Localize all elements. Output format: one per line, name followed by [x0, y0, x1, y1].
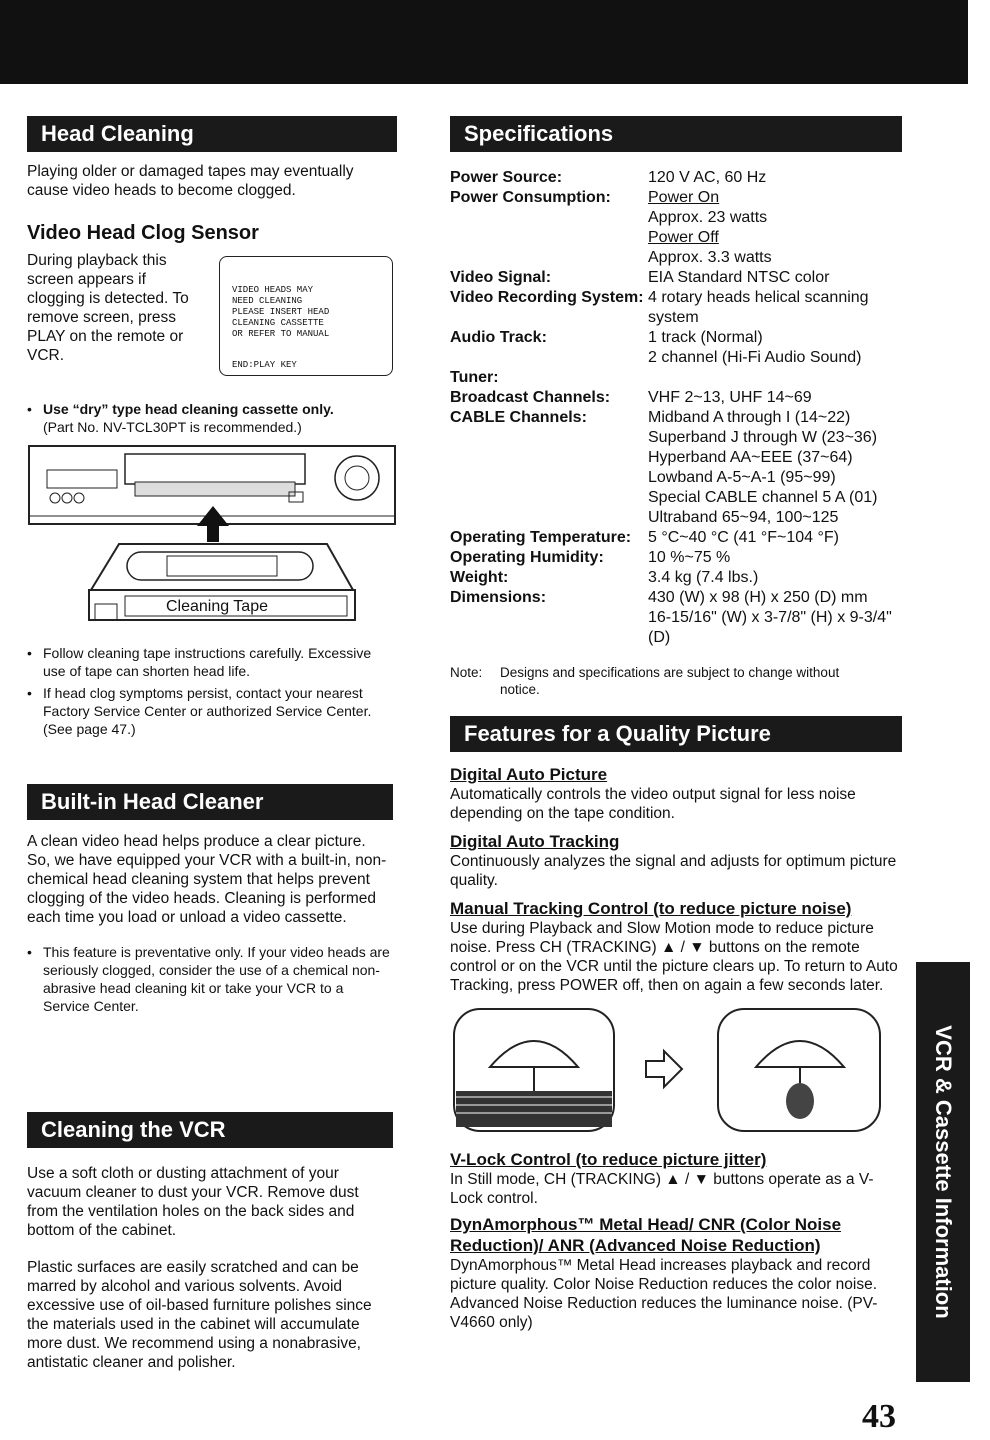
- spec-row: [450, 408, 905, 528]
- feature-text: Automatically controls the video output signal for less noise depending on the tape condition.: [450, 786, 856, 822]
- spec-value-line: Lowband A-5~A-1 (95~99): [648, 469, 836, 486]
- spec-label: Audio Track:: [450, 329, 547, 346]
- spec-value: [648, 408, 905, 528]
- spec-note: [450, 664, 905, 698]
- screen-line: NEED CLEANING: [232, 296, 303, 306]
- feature-text: In Still mode, CH (TRACKING) ▲ / ▼ buttons operate as a V-Lock control.: [450, 1171, 874, 1207]
- spec-value-line: 10 %~75 %: [648, 549, 731, 566]
- builtin-cleaner-header: Built-in Head Cleaner: [27, 784, 393, 820]
- screen-line: OR REFER TO MANUAL: [232, 329, 330, 339]
- screen-line: VIDEO HEADS MAY: [232, 285, 314, 295]
- builtin-bullet: • This feature is preventative only. If your video heads are seriously clogged, consider the use of a chemical non-abrasive head cleaning kit or take your VCR to a Service Center.: [27, 943, 393, 1015]
- builtin-p2: So, we have equipped your VCR with a built-in, non-chemical head cleaning system that helps prevent clogging of the video heads. Cleaning is performed each time you load or unload a video cassette.: [27, 852, 387, 926]
- spec-value-line: 3.4 kg (7.4 lbs.): [648, 569, 759, 586]
- spec-value: [648, 288, 905, 328]
- spec-value-line: 5 °C~40 °C (41 °F~104 °F): [648, 529, 840, 546]
- bullet-item: • If head clog symptoms persist, contact your nearest Factory Service Center or authorized Service Center. (See page 47.): [27, 684, 387, 738]
- screen-line: CLEANING CASSETTE: [232, 318, 324, 328]
- dry-part: (Part No. NV-TCL30PT is recommended.): [43, 419, 302, 435]
- spec-label: Weight:: [450, 569, 509, 586]
- feature-block: [450, 764, 905, 823]
- side-tab: [916, 962, 970, 1382]
- spec-value-line: 4 rotary heads helical scanning system: [648, 289, 869, 326]
- spec-row: [450, 288, 905, 328]
- spec-row: [450, 268, 905, 288]
- spec-value-line: Approx. 23 watts: [648, 209, 768, 226]
- spec-value-line: Power On: [648, 189, 720, 206]
- spec-value: [648, 568, 905, 588]
- spec-label: Power Source:: [450, 169, 563, 186]
- spec-value: [648, 168, 905, 188]
- sensor-text: During playback this screen appears if clogging is detected. To remove screen, press PLAY on the remote or VCR.: [27, 252, 189, 364]
- spec-label: Power Consumption:: [450, 189, 611, 206]
- spec-row: [450, 368, 905, 388]
- feature-title: Digital Auto Tracking: [450, 832, 620, 851]
- feature-block: [450, 831, 905, 890]
- spec-label: Tuner:: [450, 369, 499, 386]
- spec-value-line: 16-15/16" (W) x 3-7/8" (H) x 9-3/4" (D): [648, 609, 892, 646]
- side-tab-label: VCR & Cassette Information: [931, 1025, 956, 1319]
- cleaning-vcr-header: Cleaning the VCR: [27, 1112, 393, 1148]
- spec-value: [648, 368, 905, 388]
- spec-value-line: Ultraband 65~94, 100~125: [648, 509, 839, 526]
- right-column: [450, 116, 905, 1332]
- head-cleaning-header: Head Cleaning: [27, 116, 397, 152]
- feature-title: V-Lock Control (to reduce picture jitter): [450, 1150, 767, 1169]
- spec-label: Operating Humidity:: [450, 549, 604, 566]
- head-cleaning-bullets: [27, 644, 387, 738]
- sensor-title: Video Head Clog Sensor: [27, 222, 259, 244]
- head-cleaning-intro: Playing older or damaged tapes may eventually cause video heads to become clogged.: [27, 163, 354, 199]
- note-text: Designs and specifications are subject to change without notice.: [500, 665, 840, 697]
- spec-label: Dimensions:: [450, 589, 547, 606]
- cleaning-tape-label: Cleaning Tape: [165, 598, 269, 615]
- dry-bold: Use “dry” type head cleaning cassette only.: [43, 401, 334, 417]
- spec-value-line: Hyperband AA~EEE (37~64): [648, 449, 853, 466]
- spec-row: [450, 528, 905, 548]
- spec-label: Broadcast Channels:: [450, 389, 611, 406]
- feature-block: [450, 1149, 905, 1208]
- left-column: [27, 116, 397, 1416]
- spec-value-line: Superband J through W (23~36): [648, 429, 878, 446]
- spec-value-line: EIA Standard NTSC color: [648, 269, 830, 286]
- spec-value-line: 430 (W) x 98 (H) x 250 (D) mm: [648, 589, 868, 606]
- top-black-bar: [0, 0, 968, 84]
- spec-value-line: Power Off: [648, 229, 719, 246]
- spec-value: [648, 328, 905, 368]
- feature-title: DynAmorphous™ Metal Head/ CNR (Color Noise Reduction)/ ANR (Advanced Noise Reduction): [450, 1215, 842, 1255]
- spec-label: Video Signal:: [450, 269, 552, 286]
- screen-end-key: END:PLAY KEY: [232, 360, 297, 370]
- note-label: Note:: [450, 665, 483, 680]
- spec-value: [648, 548, 905, 568]
- page-number: 43: [862, 1398, 896, 1435]
- feature-title: Digital Auto Picture: [450, 765, 608, 784]
- builtin-p1: A clean video head helps produce a clear picture.: [27, 833, 366, 850]
- clog-sensor-screen: [219, 256, 393, 376]
- spec-row: [450, 388, 905, 408]
- spec-value-line: Approx. 3.3 watts: [648, 249, 772, 266]
- spec-row: [450, 548, 905, 568]
- spec-label: Video Recording System:: [450, 289, 644, 306]
- tracking-illustration: [450, 1005, 890, 1135]
- feature-text: DynAmorphous™ Metal Head increases playback and record picture quality. Color Noise Reduction reduces the color noise. Advanced Noise Reduction reduces the luminance noise. (PV-V4660 only): [450, 1257, 878, 1331]
- spec-row: [450, 168, 905, 188]
- feature-block: [450, 1214, 902, 1332]
- spec-row: [450, 188, 905, 268]
- spec-value: [648, 528, 905, 548]
- cleaning-vcr-p2: Plastic surfaces are easily scratched and can be marred by alcohol and various solvents. Avoid excessive use of oil-based furniture polishes since the materials used in the cabinet will accumulate more dust. We recommend using a nonabrasive, antistatic cleaner and polisher.: [27, 1259, 372, 1371]
- spec-value: [648, 188, 905, 268]
- spec-value-line: Special CABLE channel 5 A (01): [648, 489, 878, 506]
- spec-row: [450, 588, 905, 648]
- cleaning-vcr-p1: Use a soft cloth or dusting attachment of your vacuum cleaner to dust your VCR. Remove dust from the ventilation holes on the back sides and bottom of the cabinet.: [27, 1165, 359, 1239]
- bullet-item: • Follow cleaning tape instructions carefully. Excessive use of tape can shorten head life.: [27, 644, 387, 680]
- feature-text: Use during Playback and Slow Motion mode to reduce picture noise. Press CH (TRACKING) ▲ / ▼ buttons on the remote control or on the VCR until the picture clears up. To return to Auto Tracking, press POWER off, then on again a few seconds later.: [450, 920, 898, 994]
- specifications-header: Specifications: [450, 116, 902, 152]
- feature-text: Continuously analyzes the signal and adjusts for optimum picture quality.: [450, 853, 897, 889]
- spec-label: Operating Temperature:: [450, 529, 632, 546]
- feature-title: Manual Tracking Control (to reduce picture noise): [450, 899, 852, 918]
- specifications-table: [450, 168, 905, 648]
- feature-block: [450, 898, 902, 995]
- spec-value: [648, 588, 905, 648]
- spec-value: [648, 268, 905, 288]
- vcr-cleaning-illustration: [27, 444, 397, 626]
- spec-value-line: Midband A through I (14~22): [648, 409, 851, 426]
- spec-value-line: 120 V AC, 60 Hz: [648, 169, 767, 186]
- spec-value-line: VHF 2~13, UHF 14~69: [648, 389, 812, 406]
- features-header: Features for a Quality Picture: [450, 716, 902, 752]
- spec-value-line: 1 track (Normal): [648, 329, 763, 346]
- spec-value: [648, 388, 905, 408]
- spec-label: CABLE Channels:: [450, 409, 587, 426]
- screen-line: PLEASE INSERT HEAD: [232, 307, 330, 317]
- spec-value-line: 2 channel (Hi-Fi Audio Sound): [648, 349, 862, 366]
- spec-row: [450, 568, 905, 588]
- dry-cassette-note: [27, 400, 397, 436]
- spec-row: [450, 328, 905, 368]
